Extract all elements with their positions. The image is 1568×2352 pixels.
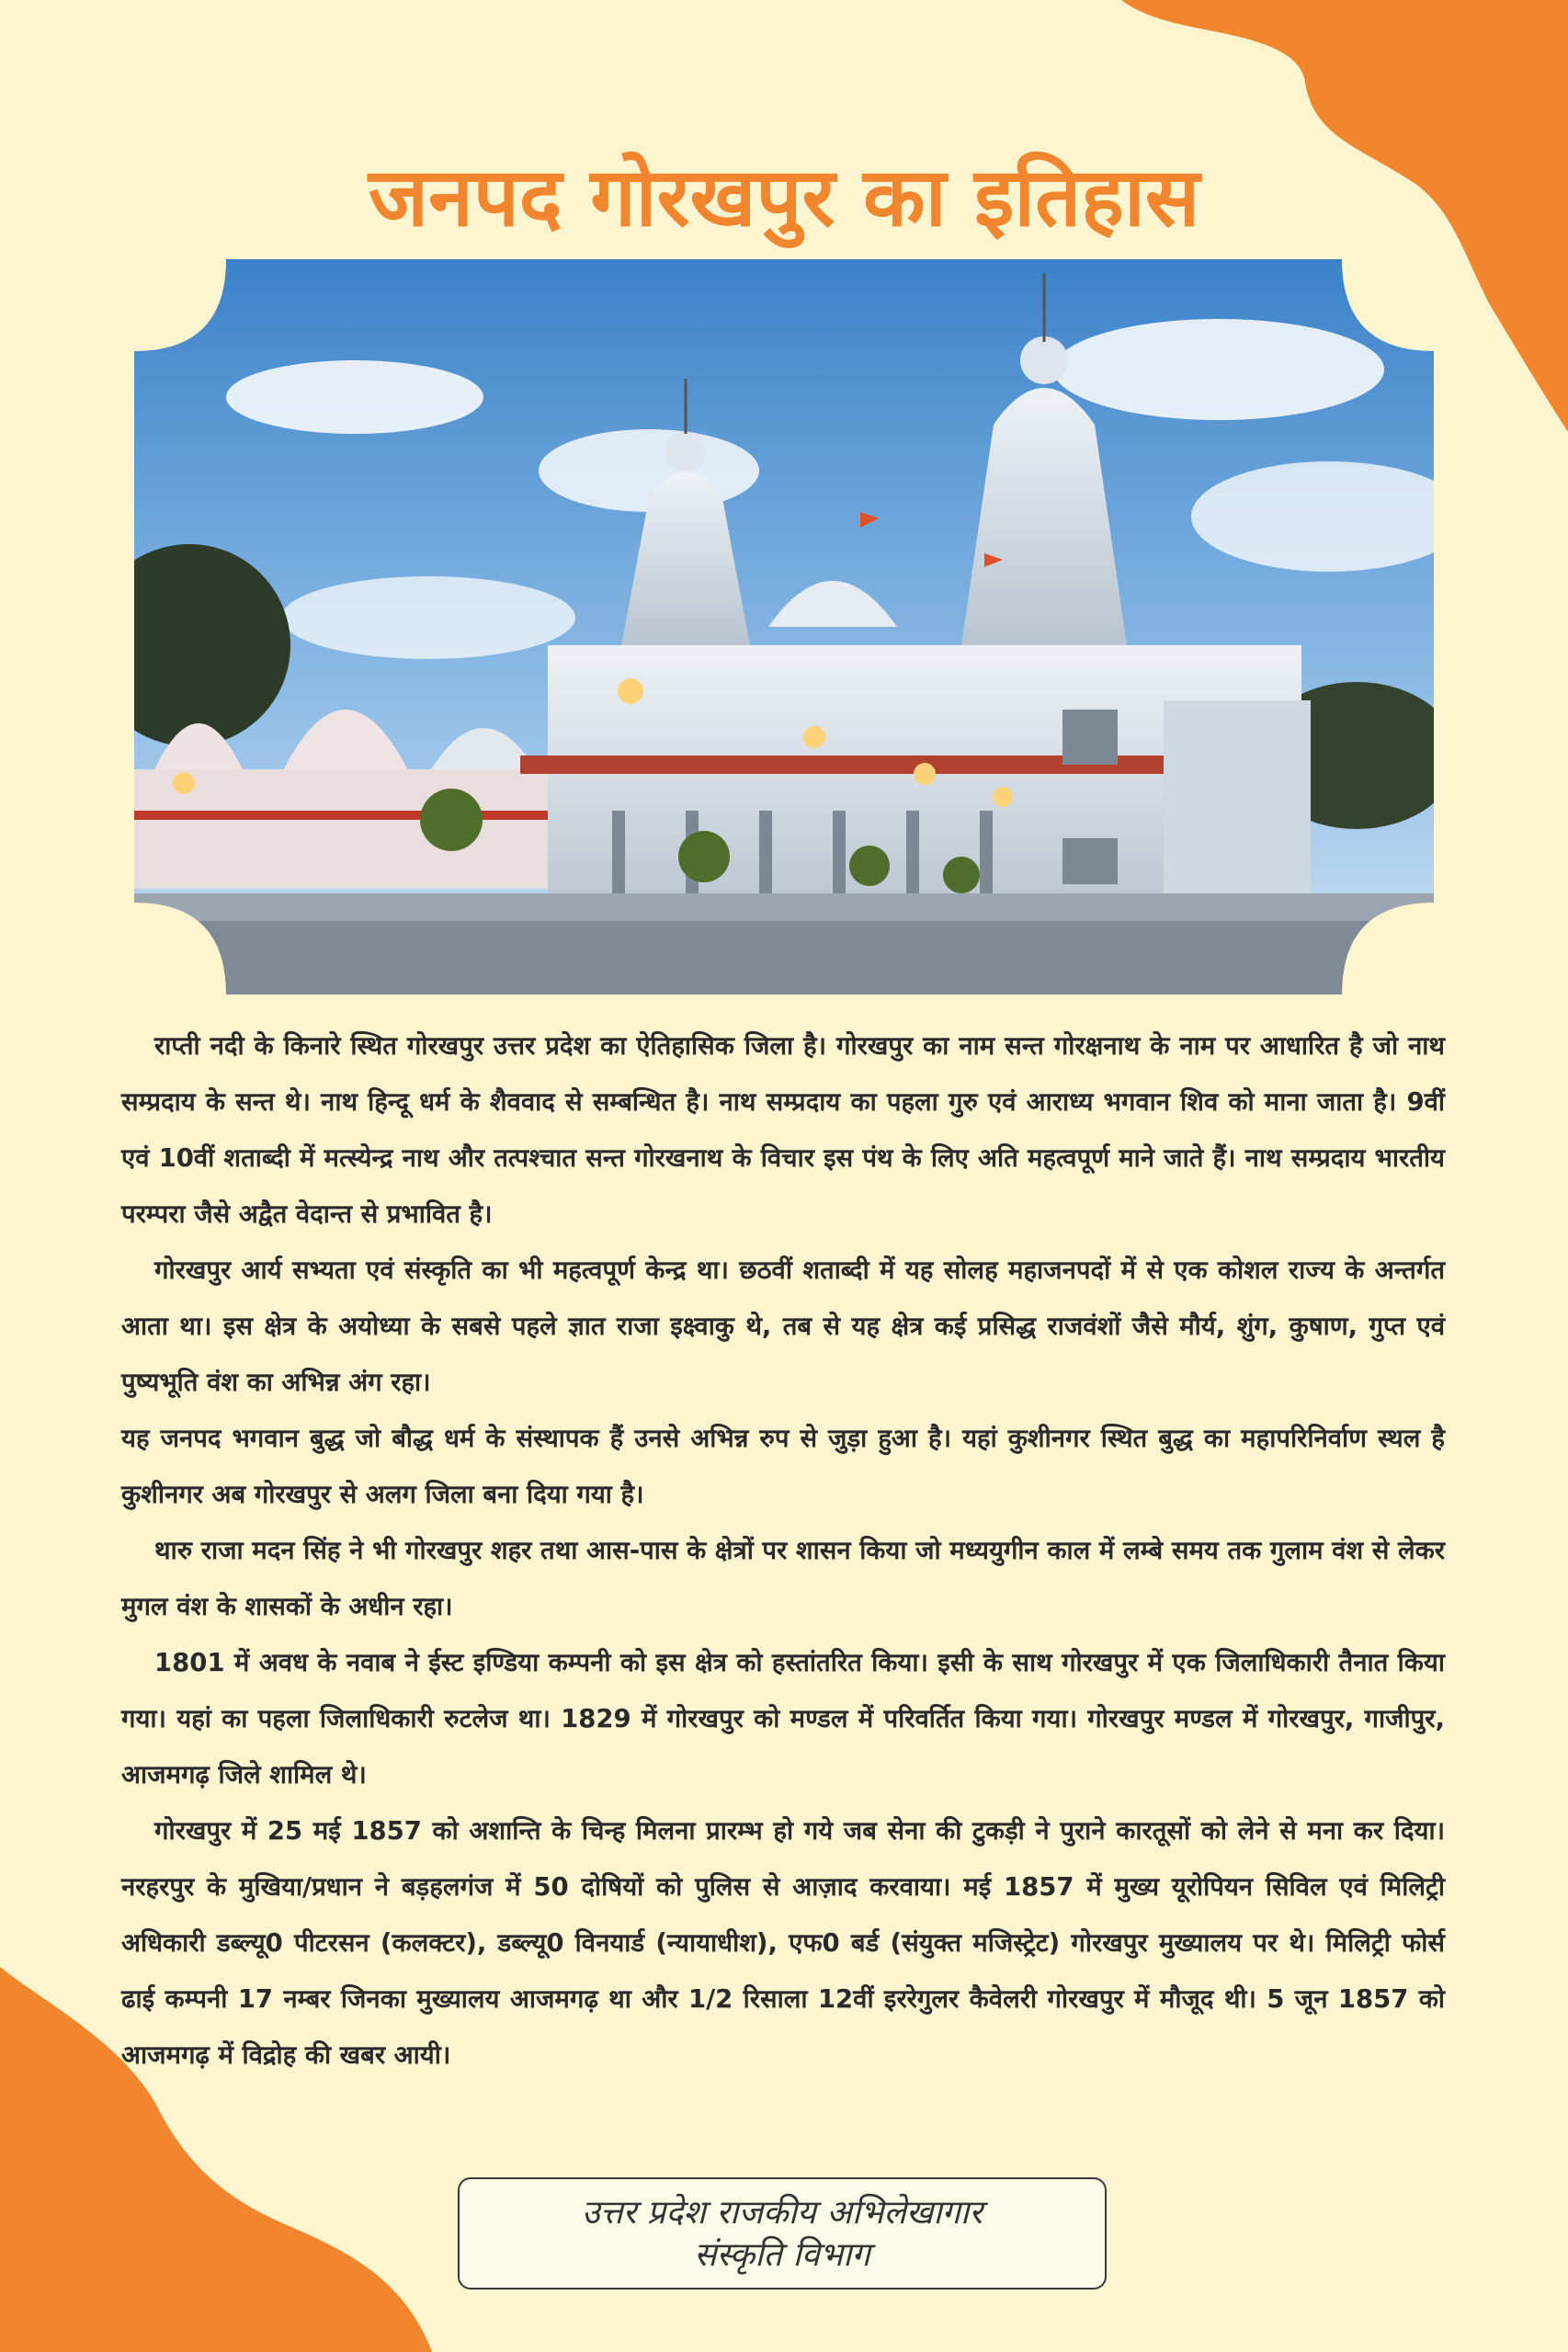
page-title: जनपद गोरखपुर का इतिहास — [368, 149, 1200, 244]
paragraph-2: गोरखपुर आर्य सभ्यता एवं संस्कृति का भी महत्वपूर्ण केन्द्र था। छठवीं शताब्दी में यह सोलह महाजनपदों में से एक कोशल राज्य के अन्तर्गत आता था। इस क्षेत्र के अयोध्या के सबसे पहले ज्ञात राजा इक्ष्वाकु थे, तब से यह क्षेत्र कई प्रसिद्ध राजवंशों जैसे मौर्य, शुंग, कुषाण, गुप्त एवं पुष्यभूति वंश का अभिन्न अंग रहा। — [121, 1256, 1445, 1397]
paragraph-5: 1801 में अवध के नवाब ने ईस्ट इण्डिया कम्पनी को इस क्षेत्र को हस्तांतरित किया। इसी के साथ गोरखपुर में एक जिलाधिकारी तैनात किया गया। यहां का पहला जिलाधिकारी रुटलेज था। 1829 में गोरखपुर को मण्डल में परिवर्तित किया गया। गोरखपुर मण्डल में गोरखपुर, गाजीपुर, आजमगढ़ जिले शामिल थे। — [121, 1648, 1445, 1790]
temple-photo — [134, 259, 1434, 994]
paragraph-6: गोरखपुर में 25 मई 1857 को अशान्ति के चिन्ह मिलना प्रारम्भ हो गये जब सेना की टुकड़ी ने पुराने कारतूसों को लेने से मना कर दिया। नरहरपुर के मुखिया/प्रधान ने बड़हलगंज में 50 दोषियों को पुलिस से आज़ाद करवाया। मई 1857 में मुख्य यूरोपियन सिविल एवं मिलिट्री अधिकारी डब्ल्यू0 पीटरसन (कलक्टर), डब्ल्यू0 विनयार्ड (न्यायाधीश), एफ0 बर्ड (संयुक्त मजिस्ट्रेट) गोरखपुर मुख्यालय पर थे। मिलिट्री फोर्स ढाई कम्पनी 17 नम्बर जिनका मुख्यालय आजमगढ़ था और 1/2 रिसाला 12वीं इररेगुलर कैवेलरी गोरखपुर में मौजूद थी। 5 जून 1857 को आजमगढ़ में विद्रोह की खबर आयी। — [121, 1816, 1445, 2070]
paragraph-4: थारु राजा मदन सिंह ने भी गोरखपुर शहर तथा आस-पास के क्षेत्रों पर शासन किया जो मध्ययुगीन काल में लम्बे समय तक गुलाम वंश से लेकर मुगल वंश के शासकों के अधीन रहा। — [121, 1536, 1445, 1621]
paragraph-1: राप्ती नदी के किनारे स्थित गोरखपुर उत्तर प्रदेश का ऐतिहासिक जिला है। गोरखपुर का नाम सन्त गोरक्षनाथ के नाम पर आधारित है जो नाथ सम्प्रदाय के सन्त थे। नाथ हिन्दू धर्म के शैववाद से सम्बन्धित है। नाथ सम्प्रदाय का पहला गुरु एवं आराध्य भगवान शिव को माना जाता है। 9वीं एवं 10वीं शताब्दी में मत्स्येन्द्र नाथ और तत्पश्चात सन्त गोरखनाथ के विचार इस पंथ के लिए अति महत्वपूर्ण माने जाते हैं। नाथ सम्प्रदाय भारतीय परम्परा जैसे अद्वैत वेदान्त से प्रभावित है। — [121, 1031, 1445, 1229]
history-text — [121, 1018, 1445, 2084]
paragraph-3: यह जनपद भगवान बुद्ध जो बौद्ध धर्म के संस्थापक हैं उनसे अभिन्न रुप से जुड़ा हुआ है। यहां कुशीनगर स्थित बुद्ध का महापरिनिर्वाण स्थल है कुशीनगर अब गोरखपुर से अलग जिला बना दिया गया है। — [121, 1424, 1445, 1509]
publisher-department: संस्कृति विभाग — [694, 2236, 870, 2274]
publisher-name: उत्तर प्रदेश राजकीय अभिलेखागार — [582, 2194, 983, 2232]
publisher-box — [458, 2177, 1107, 2290]
